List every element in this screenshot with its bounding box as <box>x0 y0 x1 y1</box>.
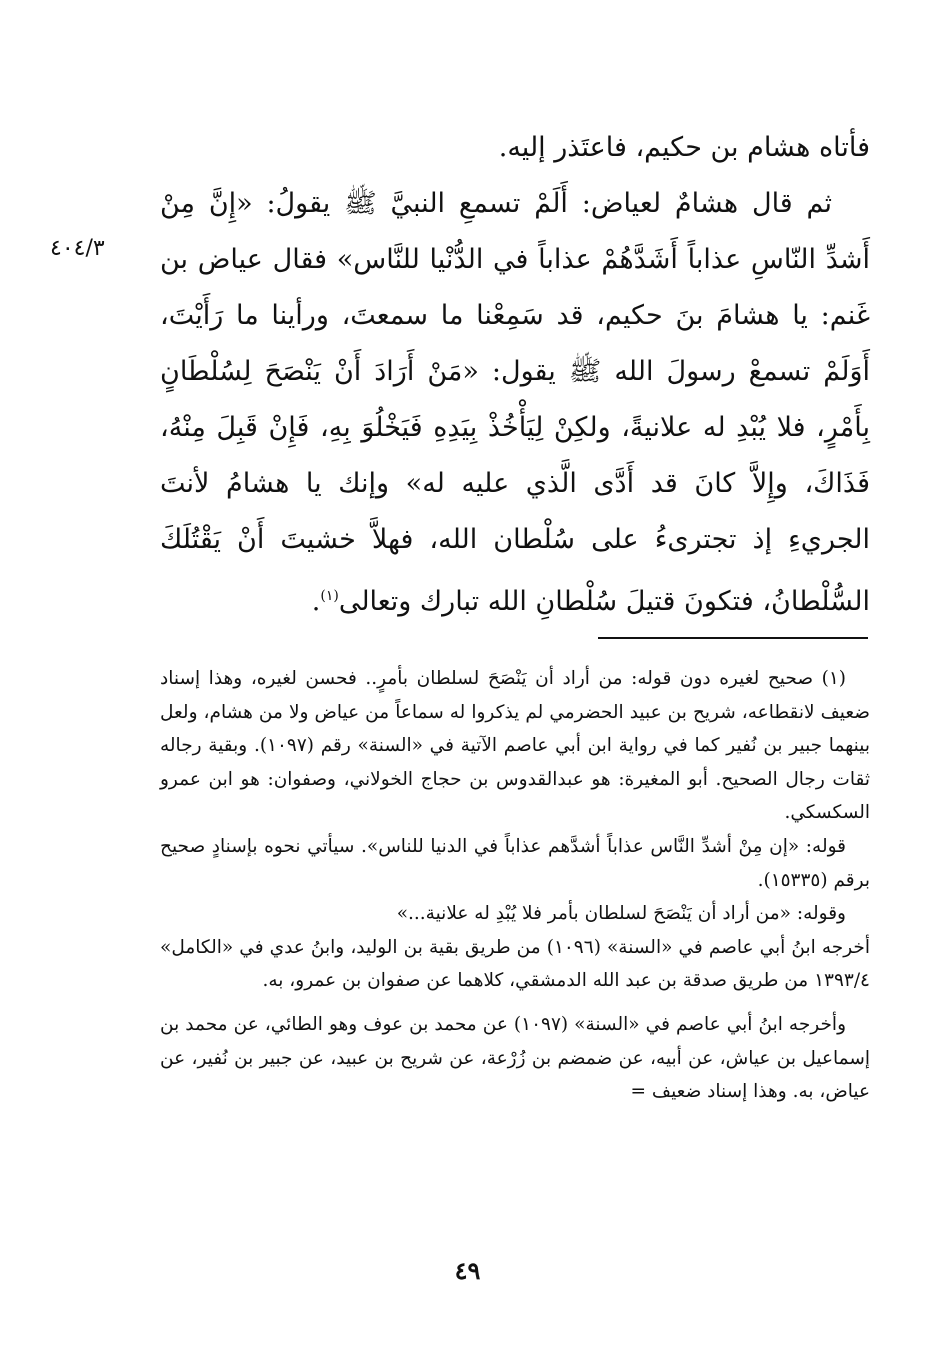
page-number: ٤٩ <box>454 1256 481 1285</box>
footnotes <box>160 662 870 1109</box>
main-paragraph-2-text: ثم قال هشامٌ لعياض: أَلَمْ تسمعِ النبيَّ ﷺ يقولُ: «إِنَّ مِنْ أَشدِّ النّاسِ عذاباً أَشَدَّهُمْ عذاباً في الدُّنْيا للنَّاس» فقال عياض بن غَنم: يا هشامَ بنَ حكيم، قد سَمِعْنا ما سمعتَ، ورأينا ما رَأَيْتَ، أَوَلَمْ تسمعْ رسولَ الله ﷺ يقول: «مَنْ أَرَادَ أَنْ يَنْصَحَ لِسُلْطَانٍ بِأَمْرٍ، فلا يُبْدِ له علانيةً، ولكِنْ لِيَأْخُذْ بِيَدِهِ فَيَخْلُوَ بِهِ، فَإِنْ قَبِلَ مِنْهُ، فَذَاكَ، وإِلاَّ كانَ قد أَدَّى الَّذي عليه له» وإنك يا هشامُ لأنتَ الجريءِ إذ تجترىءُ على سُلْطان الله، فهلاَّ خشيتَ أَنْ يَقْتُلَكَ السُّلْطانُ، فتكونَ قتيلَ سُلْطانِ الله تبارك وتعالى <box>160 188 870 617</box>
main-text <box>160 120 870 630</box>
main-paragraph-2 <box>160 176 870 630</box>
footnote-paragraph-3: وقوله: «من أراد أن يَنْصَحَ لسلطان بأمر فلا يُبْدِ له علانية...» <box>396 903 846 925</box>
footnote-paragraph-1: (١) صحيح لغيره دون قوله: من أراد أن يَنْصَحَ لسلطان بأمرٍ.. فحسن لغيره، وهذا إسناد ضعيف لانقطاعه، شريح بن عبيد الحضرمي لم يذكروا له سماعاً من عياض ولا من هشام، ولعل بينهما جبير بن نُفير كما في رواية ابن أبي عاصم الآتية في «السنة» رقم (١٠٩٧). وبقية رجاله ثقات رجال الصحيح. أبو المغيرة: هو عبدالقدوس بن حجاج الخولاني، وصفوان: هو ابن عمرو السكسكي. <box>160 668 870 824</box>
footnote-marker: (١) <box>320 588 339 604</box>
main-paragraph-2-end: . <box>311 586 321 617</box>
footnote-paragraph-4: أخرجه ابنُ أبي عاصم في «السنة» (١٠٩٦) من طريق بقية بن الوليد، وابنُ عدي في «الكامل» ١٣٩٣/٤ من طريق صدقة بن عبد الله الدمشقي، كلاهما عن صفوان بن عمرو، به. <box>160 936 870 992</box>
footnote-paragraph-5: وأخرجه ابنُ أبي عاصم في «السنة» (١٠٩٧) عن محمد بن عوف وهو الطائي، عن محمد بن إسماعيل بن عياش، عن أبيه، عن ضمضم بن زُرْعة، عن شريح بن عبيد، عن جبير بن نُفير، عن عياض، به. وهذا إسناد ضعيف = <box>160 1013 870 1103</box>
footnote-divider <box>598 637 868 639</box>
margin-reference: ٤٠٤/٣ <box>50 236 105 261</box>
main-paragraph-1: فأتاه هشام بن حكيم، فاعتَذر إليه. <box>498 132 870 163</box>
footnote-paragraph-2: قوله: «إن مِنْ أشدِّ النَّاس عذاباً أشدَّهم عذاباً في الدنيا للناس». سيأتي نحوه بإسنادٍ صحيح برقم (١٥٣٣٥). <box>160 835 870 891</box>
